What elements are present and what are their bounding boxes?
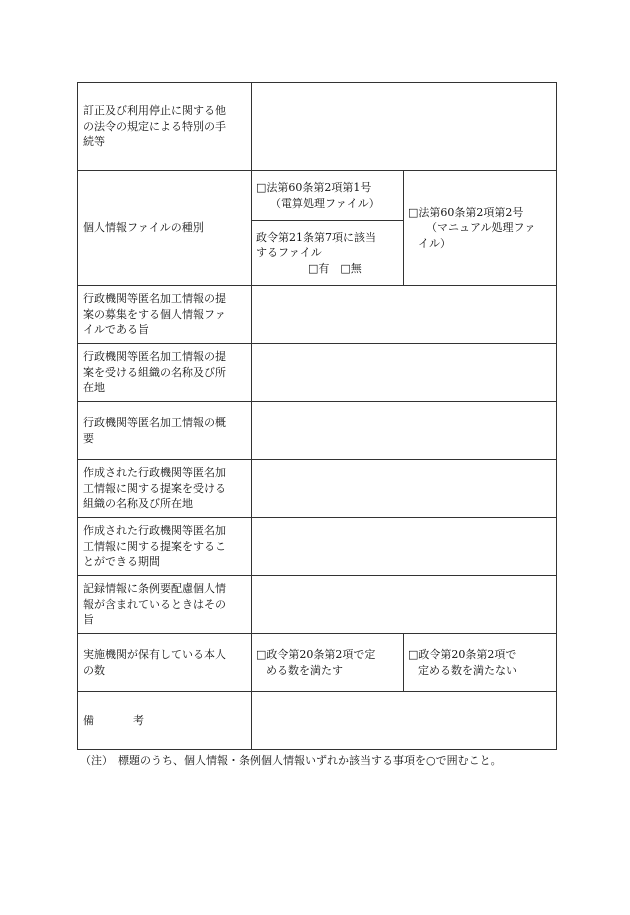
option-meets-count[interactable]: □政令第20条第2項で定 める数を満たす xyxy=(252,634,404,692)
yes-no-checkboxes[interactable]: □有 □無 xyxy=(308,261,362,275)
table-row xyxy=(78,634,557,692)
table-row xyxy=(78,344,557,402)
row-label-proposal-recruitment: 行政機関等匿名加工情報の提 案の募集をする個人情報ファ イルである旨 xyxy=(78,286,252,344)
table-row xyxy=(78,171,557,221)
value-special-procedures[interactable] xyxy=(252,83,557,171)
table-row xyxy=(78,518,557,576)
row-label-file-type: 個人情報ファイルの種別 xyxy=(78,171,252,286)
row-label-person-count: 実施機関が保有している本人 の数 xyxy=(78,634,252,692)
table-row xyxy=(78,286,557,344)
row-label-created-receiving-org: 作成された行政機関等匿名加 工情報に関する提案を受ける 組織の名称及び所在地 xyxy=(78,460,252,518)
footnote-text: 標題のうち、個人情報・条例個人情報いずれか該当する事項を○で囲むこと。 xyxy=(118,754,502,767)
value-remarks[interactable] xyxy=(252,692,557,750)
row-label-sensitive-info: 記録情報に条例要配慮個人情 報が含まれているときはその 旨 xyxy=(78,576,252,634)
row-label-proposal-period: 作成された行政機関等匿名加 工情報に関する提案をするこ とができる期間 xyxy=(78,518,252,576)
table-row xyxy=(78,402,557,460)
table-row xyxy=(78,692,557,750)
table-row xyxy=(78,576,557,634)
row-label-overview: 行政機関等匿名加工情報の概 要 xyxy=(78,402,252,460)
row-label-special-procedures: 訂正及び利用停止に関する他 の法令の規定による特別の手 続等 xyxy=(78,83,252,171)
value-proposal-recruitment[interactable] xyxy=(252,286,557,344)
value-proposal-period[interactable] xyxy=(252,518,557,576)
footnote-tag: （注） xyxy=(80,754,113,767)
table-row xyxy=(78,83,557,171)
row-label-remarks: 備 考 xyxy=(78,692,252,750)
ordinance-21-7-cell: 政令第21条第7項に該当 するファイル □有 □無 xyxy=(252,221,404,286)
footnote xyxy=(80,752,502,768)
option-manual-file[interactable]: □法第60条第2項第2号 （マニュアル処理ファ イル） xyxy=(404,171,557,286)
row-label-receiving-org: 行政機関等匿名加工情報の提 案を受ける組織の名称及び所 在地 xyxy=(78,344,252,402)
table-row xyxy=(78,460,557,518)
value-created-receiving-org[interactable] xyxy=(252,460,557,518)
value-sensitive-info[interactable] xyxy=(252,576,557,634)
value-overview[interactable] xyxy=(252,402,557,460)
option-not-meets-count[interactable]: □政令第20条第2項で 定める数を満たない xyxy=(404,634,557,692)
option-computer-file[interactable]: □法第60条第2項第1号 （電算処理ファイル） xyxy=(252,171,404,221)
value-receiving-org[interactable] xyxy=(252,344,557,402)
form-table xyxy=(77,82,557,750)
